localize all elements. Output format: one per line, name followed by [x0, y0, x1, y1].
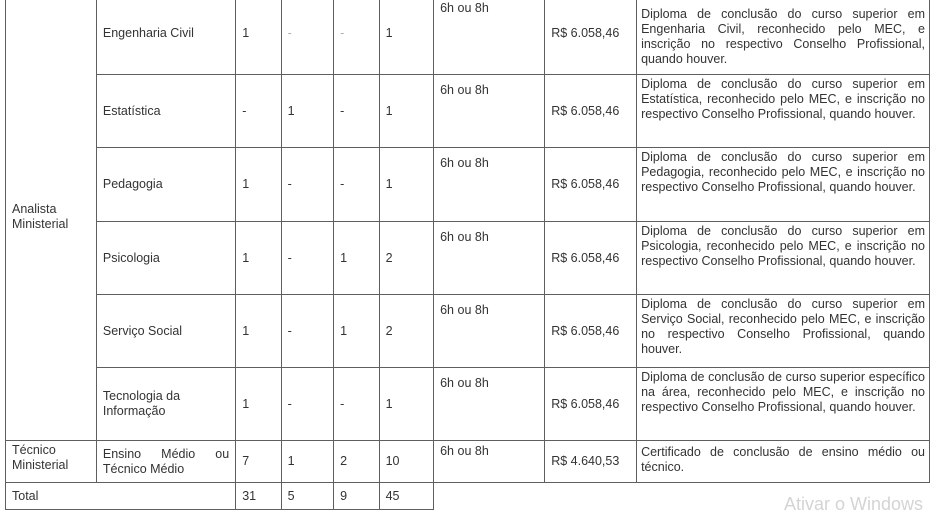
- especialidade-cell: Psicologia: [96, 222, 235, 295]
- count-cell: 1: [236, 222, 281, 295]
- salario-cell: R$ 6.058,46: [545, 222, 637, 295]
- especialidade-cell: Pedagogia: [96, 148, 235, 222]
- salario-cell: R$ 6.058,46: [545, 295, 637, 368]
- especialidade-cell: Engenharia Civil: [96, 0, 235, 75]
- especialidade-cell: Serviço Social: [96, 295, 235, 368]
- count-cell: 2: [334, 441, 379, 483]
- count-cell: -: [281, 222, 334, 295]
- table-row: [6, 148, 930, 222]
- jornada-cell: 6h ou 8h: [434, 0, 545, 75]
- count-cell: -: [281, 0, 334, 75]
- salario-cell: R$ 4.640,53: [545, 441, 637, 483]
- salario-cell: R$ 6.058,46: [545, 0, 637, 75]
- count-cell: 2: [379, 295, 434, 368]
- count-cell: 1: [236, 368, 281, 441]
- table-row: [6, 441, 930, 483]
- especialidade-cell: Ensino Médio ou Técnico Médio: [96, 441, 235, 483]
- requisito-cell: Diploma de conclusão do curso superior em Psicologia, reconhecido pelo MEC, e inscrição no respectivo Conselho Profissional, quando houver.: [637, 222, 930, 295]
- table-row: [6, 222, 930, 295]
- activation-watermark: Ativar o Windows: [784, 494, 924, 514]
- requisito-cell: Diploma de conclusão do curso superior em Serviço Social, reconhecido pelo MEC, e inscrição no respectivo Conselho Profissional, quando houver.: [637, 295, 930, 368]
- count-cell: 10: [379, 441, 434, 483]
- count-cell: -: [334, 368, 379, 441]
- count-cell: 1: [379, 75, 434, 148]
- count-cell: 1: [379, 148, 434, 222]
- count-cell: -: [281, 148, 334, 222]
- total-cell: 5: [281, 483, 334, 510]
- salario-cell: R$ 6.058,46: [545, 368, 637, 441]
- count-cell: -: [281, 295, 334, 368]
- group-cell-analista: Analista Ministerial: [6, 0, 97, 441]
- jornada-cell: 6h ou 8h: [434, 441, 545, 483]
- count-cell: 2: [379, 222, 434, 295]
- total-label: Total: [6, 483, 236, 510]
- count-cell: 1: [334, 222, 379, 295]
- table-row: [6, 295, 930, 368]
- count-cell: -: [281, 368, 334, 441]
- count-cell: -: [334, 148, 379, 222]
- table-row: [6, 75, 930, 148]
- count-cell: -: [334, 0, 379, 75]
- especialidade-cell: Tecnologia da Informação: [96, 368, 235, 441]
- count-cell: 1: [379, 0, 434, 75]
- count-cell: 1: [236, 295, 281, 368]
- requisito-cell: Diploma de conclusão do curso superior em Engenharia Civil, reconhecido pelo MEC, e inscrição no respectivo Conselho Profissional, quando houver.: [637, 0, 930, 75]
- salario-cell: R$ 6.058,46: [545, 75, 637, 148]
- vacancy-table: [5, 0, 930, 510]
- group-cell-tecnico: Técnico Ministerial: [6, 441, 97, 483]
- jornada-cell: 6h ou 8h: [434, 295, 545, 368]
- requisito-cell: Diploma de conclusão do curso superior em Pedagogia, reconhecido pelo MEC, e inscrição no respectivo Conselho Profissional, quando houver.: [637, 148, 930, 222]
- count-cell: -: [334, 75, 379, 148]
- requisito-cell: Diploma de conclusão de curso superior específico na área, reconhecido pelo MEC, e inscrição no respectivo Conselho Profissional, quando houver.: [637, 368, 930, 441]
- table-row: [6, 0, 930, 75]
- count-cell: 1: [334, 295, 379, 368]
- count-cell: -: [236, 75, 281, 148]
- total-cell: 31: [236, 483, 281, 510]
- salario-cell: R$ 6.058,46: [545, 148, 637, 222]
- count-cell: 1: [236, 148, 281, 222]
- count-cell: 1: [281, 441, 334, 483]
- count-cell: 7: [236, 441, 281, 483]
- requisito-cell: Diploma de conclusão do curso superior em Estatística, reconhecido pelo MEC, e inscrição no respectivo Conselho Profissional, quando houver.: [637, 75, 930, 148]
- count-cell: 1: [379, 368, 434, 441]
- especialidade-cell: Estatística: [96, 75, 235, 148]
- jornada-cell: 6h ou 8h: [434, 222, 545, 295]
- jornada-cell: 6h ou 8h: [434, 368, 545, 441]
- jornada-cell: 6h ou 8h: [434, 148, 545, 222]
- requisito-cell: Certificado de conclusão de ensino médio ou técnico.: [637, 441, 930, 483]
- jornada-cell: 6h ou 8h: [434, 75, 545, 148]
- total-cell: 45: [379, 483, 434, 510]
- total-cell: 9: [334, 483, 379, 510]
- count-cell: 1: [281, 75, 334, 148]
- table-row: [6, 368, 930, 441]
- count-cell: 1: [236, 0, 281, 75]
